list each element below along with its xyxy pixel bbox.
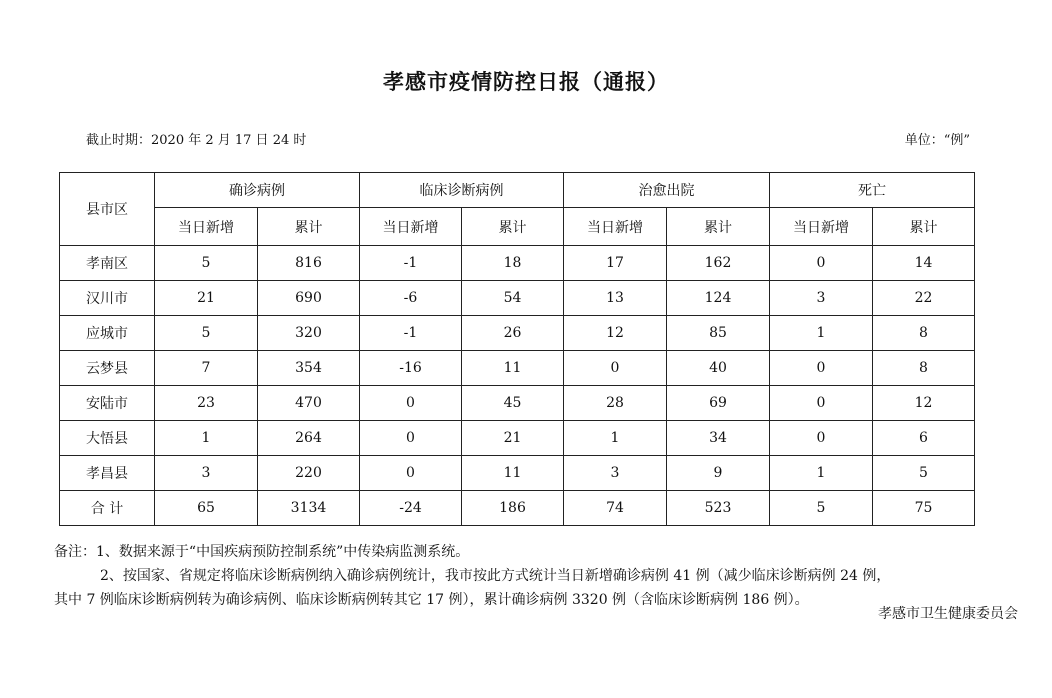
total-cell: 523 xyxy=(667,491,770,526)
value-cell: 85 xyxy=(667,316,770,351)
value-cell: 5 xyxy=(873,456,975,491)
value-cell: 13 xyxy=(564,281,667,316)
value-cell: 124 xyxy=(667,281,770,316)
subheader-cell: 累计 xyxy=(667,208,770,246)
value-cell: 17 xyxy=(564,246,667,281)
value-cell: 9 xyxy=(667,456,770,491)
region-cell: 孝南区 xyxy=(60,246,155,281)
subheader-cell: 当日新增 xyxy=(770,208,873,246)
note-line-2: 2、按国家、省规定将临床诊断病例纳入确诊病例统计，我市按此方式统计当日新增确诊病例 41 例（减少临床诊断病例 24 例， xyxy=(100,568,891,584)
value-cell: 264 xyxy=(258,421,360,456)
value-cell: 0 xyxy=(360,386,462,421)
value-cell: 0 xyxy=(360,456,462,491)
group-header-deaths: 死亡 xyxy=(770,173,975,208)
group-header-clinical: 临床诊断病例 xyxy=(360,173,564,208)
cutoff-time: 截止时期：2020 年 2 月 17 日 24 时 xyxy=(86,133,307,148)
value-cell: 0 xyxy=(770,351,873,386)
region-cell: 云梦县 xyxy=(60,351,155,386)
value-cell: 354 xyxy=(258,351,360,386)
value-cell: 28 xyxy=(564,386,667,421)
group-header-confirmed: 确诊病例 xyxy=(155,173,360,208)
region-cell: 汉川市 xyxy=(60,281,155,316)
value-cell: 7 xyxy=(155,351,258,386)
value-cell: 690 xyxy=(258,281,360,316)
value-cell: 21 xyxy=(462,421,564,456)
issuer-signature: 孝感市卫生健康委员会 xyxy=(878,606,1018,622)
value-cell: -16 xyxy=(360,351,462,386)
value-cell: 69 xyxy=(667,386,770,421)
value-cell: 3 xyxy=(155,456,258,491)
subheader-row xyxy=(60,208,975,246)
total-row xyxy=(60,491,975,526)
epidemic-report-table xyxy=(59,172,975,526)
value-cell: 162 xyxy=(667,246,770,281)
total-cell: 5 xyxy=(770,491,873,526)
note-line-1: 备注：1、数据来源于“中国疾病预防控制系统”中传染病监测系统。 xyxy=(54,544,470,560)
value-cell: 8 xyxy=(873,351,975,386)
value-cell: -1 xyxy=(360,246,462,281)
value-cell: 5 xyxy=(155,316,258,351)
value-cell: 0 xyxy=(360,421,462,456)
value-cell: 11 xyxy=(462,456,564,491)
value-cell: 6 xyxy=(873,421,975,456)
region-cell: 大悟县 xyxy=(60,421,155,456)
value-cell: 0 xyxy=(564,351,667,386)
value-cell: 220 xyxy=(258,456,360,491)
table-row xyxy=(60,421,975,456)
value-cell: -1 xyxy=(360,316,462,351)
table-row xyxy=(60,351,975,386)
total-cell: 74 xyxy=(564,491,667,526)
region-header: 县市区 xyxy=(60,173,155,246)
value-cell: 21 xyxy=(155,281,258,316)
value-cell: 54 xyxy=(462,281,564,316)
report-title: 孝感市疫情防控日报（通报） xyxy=(383,69,669,94)
value-cell: 1 xyxy=(770,316,873,351)
value-cell: 22 xyxy=(873,281,975,316)
value-cell: 3 xyxy=(564,456,667,491)
value-cell: 23 xyxy=(155,386,258,421)
subheader-cell: 当日新增 xyxy=(155,208,258,246)
value-cell: 1 xyxy=(770,456,873,491)
value-cell: 12 xyxy=(564,316,667,351)
value-cell: 11 xyxy=(462,351,564,386)
total-cell: 186 xyxy=(462,491,564,526)
table-row xyxy=(60,456,975,491)
subheader-cell: 累计 xyxy=(873,208,975,246)
table-body xyxy=(60,246,975,526)
value-cell: 0 xyxy=(770,386,873,421)
table-row xyxy=(60,386,975,421)
table-row xyxy=(60,281,975,316)
value-cell: 34 xyxy=(667,421,770,456)
region-cell: 孝昌县 xyxy=(60,456,155,491)
value-cell: 18 xyxy=(462,246,564,281)
total-cell: 75 xyxy=(873,491,975,526)
value-cell: -6 xyxy=(360,281,462,316)
total-cell: 65 xyxy=(155,491,258,526)
value-cell: 320 xyxy=(258,316,360,351)
subheader-cell: 累计 xyxy=(258,208,360,246)
value-cell: 1 xyxy=(155,421,258,456)
value-cell: 1 xyxy=(564,421,667,456)
value-cell: 0 xyxy=(770,421,873,456)
value-cell: 5 xyxy=(155,246,258,281)
value-cell: 40 xyxy=(667,351,770,386)
subheader-cell: 当日新增 xyxy=(564,208,667,246)
total-cell: 3134 xyxy=(258,491,360,526)
table-row xyxy=(60,316,975,351)
value-cell: 14 xyxy=(873,246,975,281)
note-line-3: 其中 7 例临床诊断病例转为确诊病例、临床诊断病例转其它 17 例），累计确诊病例 3320 例（含临床诊断病例 186 例）。 xyxy=(54,592,809,608)
value-cell: 26 xyxy=(462,316,564,351)
table-row xyxy=(60,246,975,281)
subheader-cell: 累计 xyxy=(462,208,564,246)
unit-label: 单位：“例” xyxy=(904,133,970,148)
group-header-row xyxy=(60,173,975,208)
total-label: 合 计 xyxy=(60,491,155,526)
value-cell: 12 xyxy=(873,386,975,421)
subheader-cell: 当日新增 xyxy=(360,208,462,246)
value-cell: 8 xyxy=(873,316,975,351)
notes-section xyxy=(54,540,1024,612)
region-cell: 安陆市 xyxy=(60,386,155,421)
value-cell: 3 xyxy=(770,281,873,316)
region-cell: 应城市 xyxy=(60,316,155,351)
group-header-recovered: 治愈出院 xyxy=(564,173,770,208)
total-cell: -24 xyxy=(360,491,462,526)
value-cell: 45 xyxy=(462,386,564,421)
value-cell: 470 xyxy=(258,386,360,421)
value-cell: 0 xyxy=(770,246,873,281)
value-cell: 816 xyxy=(258,246,360,281)
